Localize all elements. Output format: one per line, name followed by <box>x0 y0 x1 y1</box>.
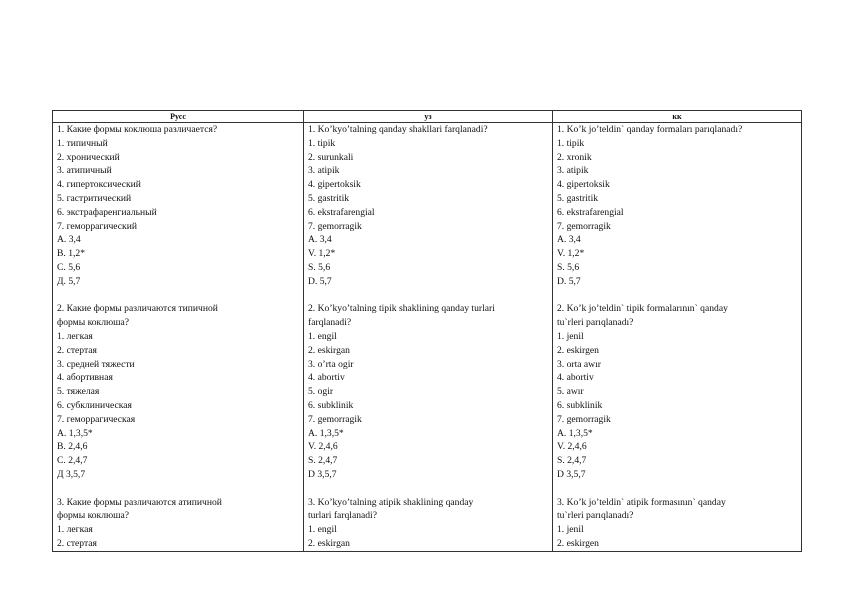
question-block <box>57 123 299 289</box>
answer-option: 3. atipik <box>557 165 589 177</box>
question-block <box>557 496 797 551</box>
answer-option: 4. gipertoksik <box>308 179 361 191</box>
answer-option: А. 1,3,5* <box>57 427 93 439</box>
answer-option: 5. gastritik <box>308 192 350 204</box>
answer-option: D. 5,7 <box>557 275 581 287</box>
answer-option: S. 5,6 <box>557 261 580 273</box>
answer-option: S. 2,4,7 <box>557 455 587 467</box>
answer-option: 1. tipik <box>557 137 585 149</box>
karakalpak-column <box>553 123 802 552</box>
answer-option: 5. тяжелая <box>57 386 100 398</box>
answer-option: 2. стертая <box>57 344 97 356</box>
answer-option: 3. orta awır <box>557 358 601 370</box>
header-row <box>53 111 802 123</box>
answer-option: 4. абортивная <box>57 372 113 384</box>
answer-option: 6. ekstrafarengial <box>557 206 624 218</box>
answer-option: 6. subklinik <box>557 399 603 411</box>
answer-option: 6. экстрафаренгиальный <box>57 206 157 218</box>
answer-option: A. 1,3,5* <box>557 427 593 439</box>
answer-option: V. 1,2* <box>308 248 336 260</box>
question-block <box>57 302 299 481</box>
header-russian: Русс <box>53 111 304 123</box>
answer-option: 4. gipertoksik <box>557 179 610 191</box>
answer-option: S. 5,6 <box>308 261 331 273</box>
answer-option: С. 2,4,7 <box>57 455 88 467</box>
answer-option: 1. engil <box>308 330 337 342</box>
answer-option: 7. gemorragik <box>557 220 611 232</box>
answer-option: 7. gemorragik <box>308 413 362 425</box>
answer-option: 4. abortiv <box>308 372 345 384</box>
answer-option: D 3,5,7 <box>308 468 337 480</box>
answer-option: 6. ekstrafarengial <box>308 206 375 218</box>
answer-option: 5. awır <box>557 386 584 398</box>
answer-option: 2. surunkali <box>308 151 354 163</box>
question-text: tu`rleri parıqlanadı? <box>557 510 634 522</box>
answer-option: 6. subklinik <box>308 399 354 411</box>
answer-option: Д. 5,7 <box>57 275 81 287</box>
questions-table <box>52 110 802 552</box>
answer-option: D. 5,7 <box>308 275 332 287</box>
question-block <box>308 302 548 481</box>
answer-option: 1. легкая <box>57 524 93 536</box>
answer-option: A. 3,4 <box>557 234 581 246</box>
answer-option: 3. средней тяжести <box>57 358 135 370</box>
content-row <box>53 123 802 552</box>
question-text: 2. Ko’kyo’talning tipik shaklining qanday turlari <box>308 303 495 315</box>
question-block <box>557 302 797 481</box>
answer-option: Д 3,5,7 <box>57 468 86 480</box>
question-text: 1. Ko’k jo’teldin` qanday formaları parıqlanadı? <box>557 124 743 135</box>
answer-option: В. 2,4,6 <box>57 441 88 453</box>
answer-option: D 3,5,7 <box>557 468 586 480</box>
answer-option: 1. типичный <box>57 137 108 149</box>
answer-option: V. 2,4,6 <box>308 441 338 453</box>
question-text: 3. Какие формы различаются атипичной <box>57 496 222 508</box>
answer-option: A. 3,4 <box>308 234 332 246</box>
question-text: turlari farqlanadi? <box>308 510 377 522</box>
header-karakalpak: кк <box>553 111 802 123</box>
answer-option: 3. атипичный <box>57 165 112 177</box>
answer-option: 2. xronik <box>557 151 592 163</box>
answer-option: 1. jenil <box>557 524 584 536</box>
answer-option: А. 3,4 <box>57 234 81 246</box>
answer-option: 2. eskirgan <box>308 344 350 356</box>
question-text: формы коклюша? <box>57 317 130 329</box>
answer-option: 5. gastritik <box>557 192 599 204</box>
question-block <box>57 496 299 551</box>
answer-option: 1. tipik <box>308 137 336 149</box>
question-block <box>308 123 548 289</box>
answer-option: 7. gemorragik <box>557 413 611 425</box>
question-text: формы коклюша? <box>57 510 130 522</box>
answer-option: 2. хронический <box>57 151 120 163</box>
answer-option: A. 1,3,5* <box>308 427 344 439</box>
answer-option: V. 2,4,6 <box>557 441 587 453</box>
answer-option: 4. abortiv <box>557 372 594 384</box>
answer-option: 5. ogir <box>308 386 334 398</box>
answer-option: S. 2,4,7 <box>308 455 338 467</box>
question-text: 1. Ko’kyo’talning qanday shakllari farqlanadi? <box>308 124 488 135</box>
answer-option: V. 1,2* <box>557 248 585 260</box>
question-text: farqlanadi? <box>308 317 352 329</box>
answer-option: 1. engil <box>308 524 337 536</box>
question-text: 1. Какие формы коклюша различается? <box>57 124 218 135</box>
answer-option: 4. гипертоксический <box>57 179 141 191</box>
answer-option: 6. субклиническая <box>57 399 132 411</box>
question-block <box>557 123 797 289</box>
russian-column <box>53 123 304 552</box>
answer-option: 7. gemorragik <box>308 220 362 232</box>
question-text: 2. Какие формы различаются типичной <box>57 303 218 315</box>
answer-option: 2. стертая <box>57 537 97 549</box>
answer-option: 7. геморрагическая <box>57 413 136 425</box>
answer-option: 1. легкая <box>57 330 93 342</box>
answer-option: В. 1,2* <box>57 248 85 260</box>
question-text: 2. Ko’k jo’teldin` tipik formalarının` qanday <box>557 303 728 315</box>
answer-option: 2. eskirgen <box>557 344 599 356</box>
answer-option: 2. eskirgen <box>557 537 599 549</box>
answer-option: С. 5,6 <box>57 261 81 273</box>
answer-option: 3. atipik <box>308 165 340 177</box>
answer-option: 2. eskirgan <box>308 537 350 549</box>
question-text: tu`rleri parıqlanadı? <box>557 317 634 329</box>
answer-option: 1. jenil <box>557 330 584 342</box>
question-block <box>308 496 548 551</box>
answer-option: 5. гастритический <box>57 192 132 204</box>
question-text: 3. Ko’kyo’talning atipik shaklining qanday <box>308 496 474 508</box>
question-text: 3. Ko’k jo’teldin` atipik formasının` qanday <box>557 496 726 508</box>
answer-option: 7. геморрагический <box>57 220 137 232</box>
uzbek-column <box>304 123 553 552</box>
answer-option: 3. o’rta ogir <box>308 358 354 370</box>
header-uzbek: уз <box>304 111 553 123</box>
